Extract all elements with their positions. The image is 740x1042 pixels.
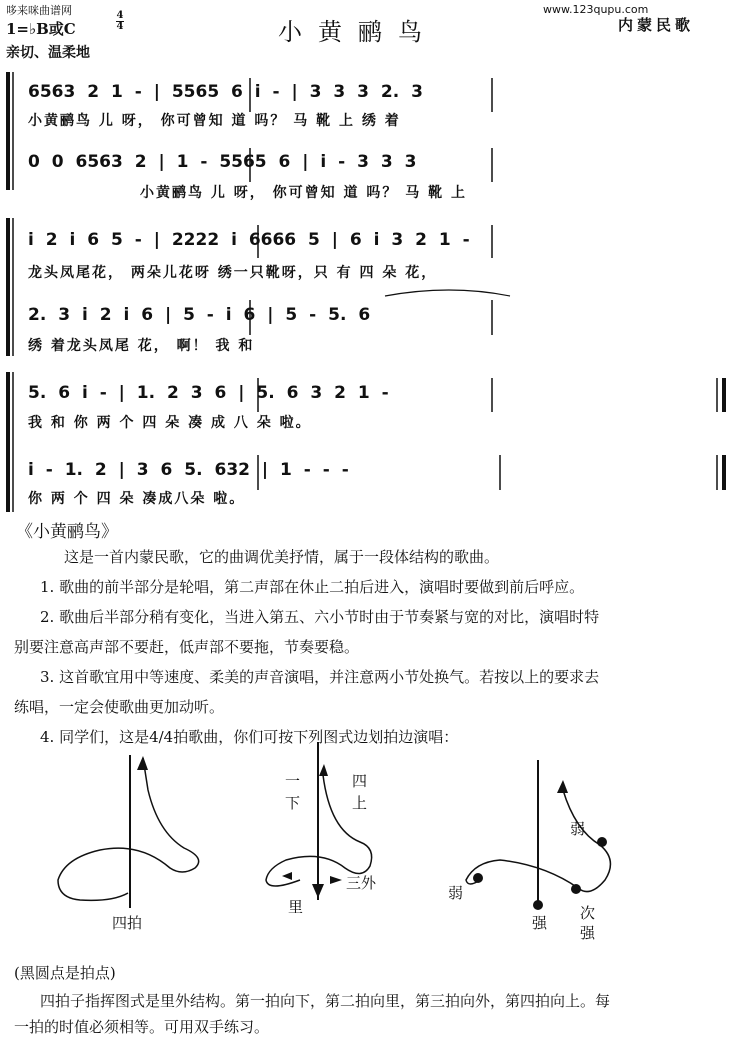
- diagram2-label-down: 下: [285, 794, 301, 812]
- site-url: www.123qupu.com: [543, 3, 649, 16]
- diagram2-label-one: 一: [285, 772, 301, 790]
- score-row-3-notes: i 2 i 6 5 - | 2222 i 6666 5 | 6 i 3 2 1 -: [28, 230, 470, 250]
- score-row-4-notes: 2. 3 i 2 i 6 | 5 - i 6 | 5 - 5. 6: [28, 305, 371, 325]
- paragraph-3-cont: 练唱，一定会使歌曲更加动听。: [14, 698, 225, 716]
- diagram1-label: 四拍: [112, 914, 143, 932]
- score-row-4-lyrics: 绣 着龙头凤尾 花， 啊！ 我 和: [28, 338, 255, 354]
- paragraph-2-cont: 别要注意高声部不要赶，低声部不要拖，节奏要稳。: [14, 638, 360, 656]
- score-row-5-lyrics: 我 和 你 两 个 四 朵 凑 成 八 朵 啦。: [28, 415, 312, 431]
- paragraph-3: 3. 这首歌宜用中等速度、柔美的声音演唱，并注意两小节处换气。若按以上的要求去: [40, 668, 600, 686]
- score-row-2-notes: 0 0 6563 2 | 1 - 5565 6 | i - 3 3 3: [28, 152, 417, 172]
- diagram3-label-weak1: 弱: [570, 820, 586, 838]
- diagram3-label-strong: 强: [532, 914, 548, 932]
- song-origin: 内蒙民歌: [618, 16, 695, 34]
- diagram3-label-next: 次: [580, 904, 596, 922]
- score-row-2-lyrics: 小黄鹂鸟 儿 呀， 你可曾知 道 吗？ 马 靴 上: [140, 185, 467, 201]
- paragraph-4: 4. 同学们，这是4/4拍歌曲，你们可按下列图式边划拍边演唱：: [40, 728, 459, 746]
- conducting-diagram-strength: [466, 760, 610, 910]
- diagram3-label-weak2: 弱: [448, 884, 464, 902]
- song-title: 小黄鹂鸟: [278, 18, 438, 46]
- time-signature-bottom: 4: [116, 21, 124, 32]
- beat-dot-note: (黑圆点是拍点): [14, 964, 116, 982]
- paragraph-1: 1. 歌曲的前半部分是轮唱，第二声部在休止二拍后进入，演唱时要做到前后呼应。: [40, 578, 585, 596]
- score-row-1-lyrics: 小黄鹂鸟 儿 呀， 你可曾知 道 吗？ 马 靴 上 绣 着: [28, 113, 401, 129]
- site-name: 哆来咪曲谱网: [6, 4, 72, 17]
- conducting-diagram-4beat-curve: [58, 755, 199, 908]
- paragraph-2: 2. 歌曲后半部分稍有变化，当进入第五、六小节时由于节奏紧与宽的对比，演唱时特: [40, 608, 600, 626]
- conducting-explanation-cont: 一拍的时值必须相等。可用双手练习。: [14, 1018, 270, 1036]
- score-row-5-notes: 5. 6 i - | 1. 2 3 6 | 5. 6 3 2 1 -: [28, 383, 389, 403]
- time-signature-top: 4: [116, 10, 124, 21]
- diagram2-label-four: 四: [352, 772, 368, 790]
- score-row-6-lyrics: 你 两 个 四 朵 凑成八朵 啦。: [28, 491, 246, 507]
- paragraph-intro: 这是一首内蒙民歌，它的曲调优美抒情，属于一段体结构的歌曲。: [64, 548, 500, 566]
- key-signature: 1=♭B或C: [6, 20, 76, 38]
- article-title: 《小黄鹂鸟》: [16, 522, 118, 542]
- score-row-6-notes: i - 1. 2 | 3 6 5. 632 | 1 - - -: [28, 460, 349, 480]
- score-row-1-notes: 6563 2 1 - | 5565 6 i - | 3 3 3 2. 3: [28, 82, 423, 102]
- diagram2-label-three-out: 三外: [346, 874, 377, 892]
- score-row-3-lyrics: 龙头凤尾花， 两朵儿花呀 绣一只靴呀，只 有 四 朵 花，: [28, 265, 438, 281]
- diagram2-label-up: 上: [352, 794, 368, 812]
- conducting-explanation: 四拍子指挥图式是里外结构。第一拍向下，第二拍向里，第三拍向外，第四拍向上。每: [40, 992, 611, 1010]
- diagram2-label-inner: 里: [288, 898, 304, 916]
- diagram3-label-strong2: 强: [580, 924, 596, 942]
- tempo-marking: 亲切、温柔地: [6, 45, 90, 61]
